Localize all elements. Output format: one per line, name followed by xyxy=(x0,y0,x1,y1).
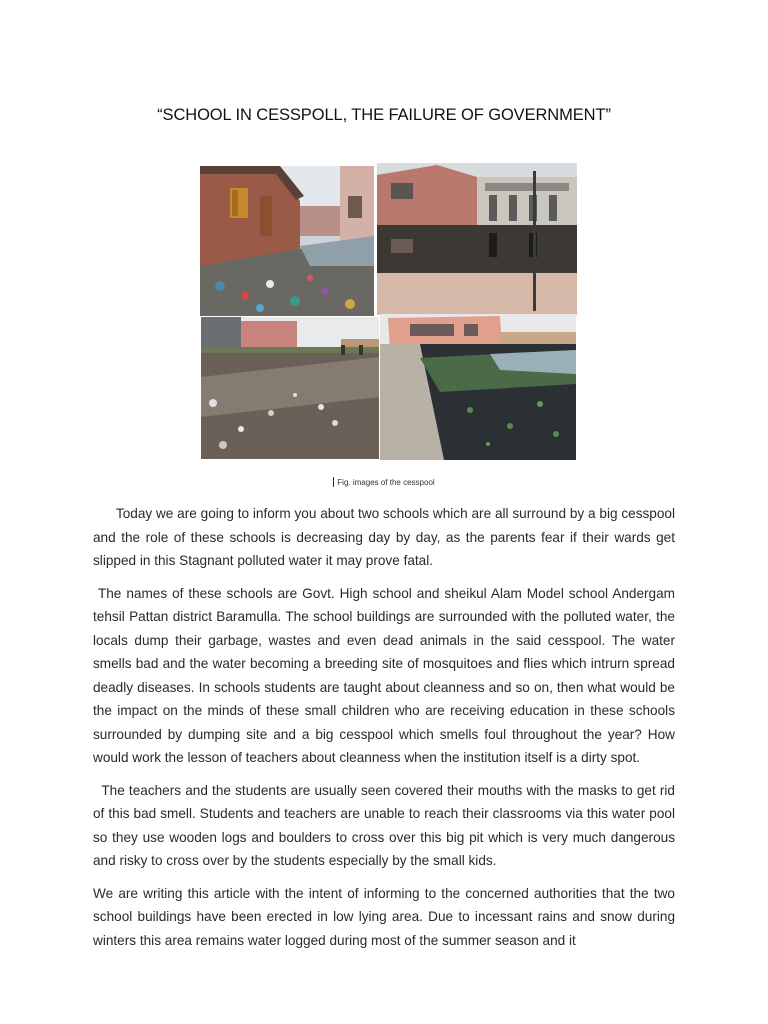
cesspool-photo-1 xyxy=(200,166,374,316)
paragraph-1: Today we are going to inform you about two schools which are all surround by a big cesspool and the role of these schools is decreasing day by day, as the parents fear if their wards get slipped in this Stagnant polluted water it may prove fatal. xyxy=(93,506,675,568)
cesspool-photo-4 xyxy=(380,314,576,460)
paragraph-4: We are writing this article with the intent of informing to the concerned authorities that the two school buildings have been erected in low lying area. Due to incessant rains and snow during winters this area remains water logged during most of the summer season and it xyxy=(93,885,675,948)
caption-marker xyxy=(333,477,334,487)
page-title: “SCHOOL IN CESSPOLL, THE FAILURE OF GOVERNMENT” xyxy=(157,106,611,124)
paragraph-2: The names of these schools are Govt. High school and sheikul Alam Model school Andergam tehsil Pattan district Baramulla. The school buildings are surrounded with the polluted water, the locals dump their garbage, wastes and even dead animals in the said cesspool. The water smells bad and the water becoming a breeding site of mosquitoes and flies which intrurn spread deadly diseases. In schools students are taught about cleanness and so on, then what would be the impact on the minds of these small children who are receiving education in these schools surrounded by dumping site and a big cesspool which smells foul throughout the year? How would work the lesson of teachers about cleanness when the institution itself is a dirty spot. xyxy=(93,585,675,765)
cesspool-photo-2 xyxy=(377,163,577,315)
figure-caption xyxy=(0,477,768,487)
figure-caption-text: Fig. images of the cesspool xyxy=(337,478,435,487)
article-body xyxy=(93,502,675,961)
cesspool-photo-3 xyxy=(201,317,379,459)
paragraph-3: The teachers and the students are usually seen covered their mouths with the masks to get rid of this bad smell. Students and teachers are unable to reach their classrooms via this water pool so they use wooden logs and boulders to cross over this big pit which is very much dangerous and risky to cross over by the students especially by the small kids. xyxy=(93,782,675,868)
